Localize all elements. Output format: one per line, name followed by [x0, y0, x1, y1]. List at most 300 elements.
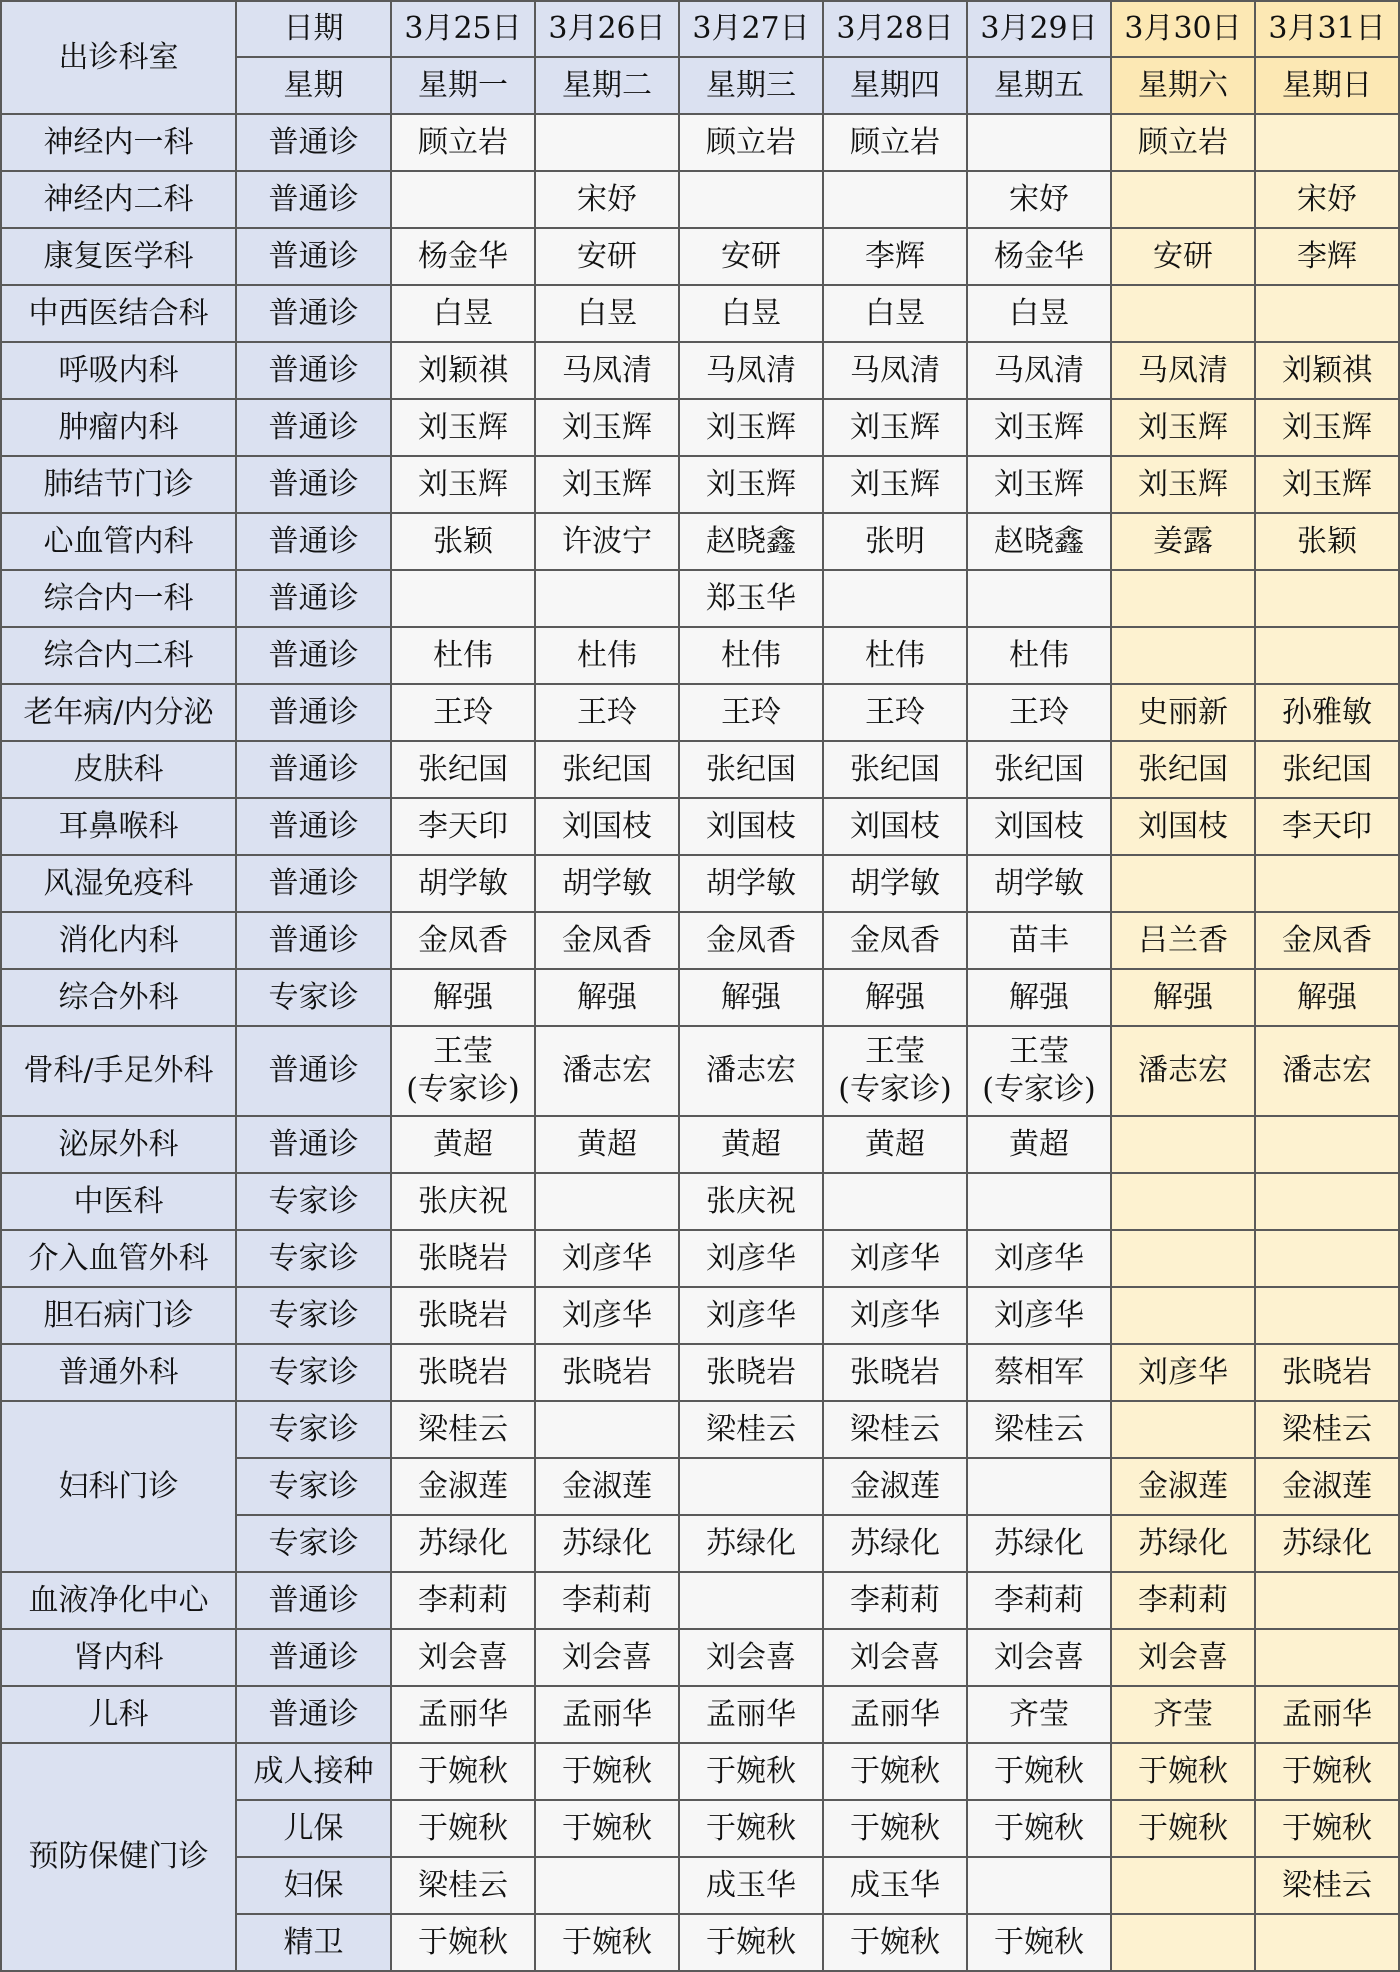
- doctor-cell: [391, 1026, 535, 1116]
- doctor-cell: [1255, 969, 1399, 1026]
- doctor-cell: [967, 1857, 1111, 1914]
- department-name: 肺结节门诊: [1, 456, 236, 513]
- doctor-cell: [967, 1173, 1111, 1230]
- doctor-name: 刘玉辉: [418, 409, 508, 445]
- doctor-name: 于婉秋: [994, 1924, 1084, 1960]
- department-name: 康复医学科: [1, 228, 236, 285]
- date-header: 3月25日: [391, 1, 535, 57]
- doctor-name: 于婉秋: [850, 1924, 940, 1960]
- doctor-cell: [391, 1401, 535, 1458]
- department-name: 妇科门诊: [1, 1401, 236, 1572]
- table-row: [1, 627, 1399, 684]
- doctor-cell: [535, 969, 679, 1026]
- doctor-name: 潘志宏: [562, 1053, 652, 1088]
- doctor-cell: [823, 1401, 967, 1458]
- doctor-cell: [823, 1914, 967, 1971]
- table-row: [1, 1401, 1399, 1458]
- doctor-name: 梁桂云: [994, 1411, 1084, 1447]
- doctor-name: 胡学敏: [994, 865, 1084, 901]
- doctor-cell: [679, 171, 823, 228]
- table-row: [1, 1230, 1399, 1287]
- doctor-cell: [535, 1401, 679, 1458]
- doctor-cell: [679, 1857, 823, 1914]
- doctor-name: 刘国枝: [1138, 808, 1228, 844]
- doctor-name: 白昱: [865, 295, 925, 331]
- doctor-cell: [679, 1026, 823, 1116]
- doctor-name: 孟丽华: [706, 1696, 796, 1732]
- table-row: [1, 969, 1399, 1026]
- clinic-type: 普通诊: [236, 114, 391, 171]
- doctor-name: 于婉秋: [562, 1753, 652, 1789]
- doctor-cell: [535, 114, 679, 171]
- doctor-cell: [535, 228, 679, 285]
- doctor-name: 安研: [721, 238, 781, 274]
- doctor-name: 苏绿化: [418, 1525, 508, 1561]
- doctor-name: 刘玉辉: [1138, 409, 1228, 445]
- doctor-name: 杜伟: [433, 637, 493, 673]
- doctor-name: 白昱: [433, 295, 493, 331]
- doctor-name: 顾立岩: [1138, 124, 1228, 160]
- doctor-name: 于婉秋: [994, 1810, 1084, 1846]
- doctor-name: 于婉秋: [706, 1924, 796, 1960]
- doctor-cell: [535, 1116, 679, 1173]
- doctor-name: 蔡相军: [994, 1354, 1084, 1390]
- doctor-name: 刘国枝: [706, 808, 796, 844]
- clinic-type: 专家诊: [236, 1287, 391, 1344]
- department-name: 综合内一科: [1, 570, 236, 627]
- doctor-cell: [391, 1515, 535, 1572]
- doctor-name: 杜伟: [577, 637, 637, 673]
- clinic-type: 专家诊: [236, 1173, 391, 1230]
- doctor-cell: [1111, 1572, 1255, 1629]
- doctor-name: 张晓岩: [850, 1354, 940, 1390]
- doctor-name: 齐莹: [1009, 1696, 1069, 1732]
- doctor-cell: [967, 969, 1111, 1026]
- doctor-cell: [823, 969, 967, 1026]
- clinic-type: 普通诊: [236, 1572, 391, 1629]
- doctor-cell: [823, 1344, 967, 1401]
- doctor-name: 李辉: [865, 238, 925, 274]
- doctor-name: 苗丰: [1009, 922, 1069, 958]
- doctor-cell: [679, 627, 823, 684]
- doctor-name: 于婉秋: [706, 1753, 796, 1789]
- doctor-cell: [967, 684, 1111, 741]
- doctor-cell: [1255, 228, 1399, 285]
- doctor-name: 张晓岩: [562, 1354, 652, 1390]
- doctor-name: 刘玉辉: [418, 466, 508, 502]
- doctor-name: 王莹: [865, 1034, 925, 1069]
- doctor-cell: [535, 1173, 679, 1230]
- table-row: [1, 228, 1399, 285]
- doctor-cell: [679, 1515, 823, 1572]
- doctor-name: 刘彦华: [850, 1240, 940, 1276]
- doctor-cell: [1111, 912, 1255, 969]
- clinic-type: 成人接种: [236, 1743, 391, 1800]
- table-row: [1, 171, 1399, 228]
- department-name: 介入血管外科: [1, 1230, 236, 1287]
- doctor-cell: [679, 1458, 823, 1515]
- doctor-cell: [1111, 1686, 1255, 1743]
- department-name: 综合内二科: [1, 627, 236, 684]
- doctor-cell: [1255, 1572, 1399, 1629]
- doctor-cell: [1111, 456, 1255, 513]
- department-name: 肾内科: [1, 1629, 236, 1686]
- doctor-cell: [967, 228, 1111, 285]
- doctor-name: 赵晓鑫: [706, 523, 796, 559]
- table-row: [1, 1026, 1399, 1116]
- doctor-cell: [535, 1572, 679, 1629]
- table-row: [1, 456, 1399, 513]
- doctor-name: 刘颖祺: [1282, 352, 1372, 388]
- doctor-cell: [967, 798, 1111, 855]
- table-row: [1, 570, 1399, 627]
- date-header: 3月31日: [1255, 1, 1399, 57]
- doctor-cell: [535, 1914, 679, 1971]
- doctor-name: 解强: [1009, 979, 1069, 1015]
- doctor-cell: [679, 1572, 823, 1629]
- table-row: [1, 1743, 1399, 1800]
- clinic-type: 普通诊: [236, 1629, 391, 1686]
- clinic-type: 普通诊: [236, 456, 391, 513]
- department-name: 普通外科: [1, 1344, 236, 1401]
- doctor-name: (专家诊): [982, 1072, 1096, 1107]
- doctor-name: 马凤清: [850, 352, 940, 388]
- doctor-name: 郑玉华: [706, 580, 796, 616]
- doctor-cell: [679, 342, 823, 399]
- doctor-cell: [391, 171, 535, 228]
- doctor-name: 刘玉辉: [994, 409, 1084, 445]
- doctor-name: 张颖: [433, 523, 493, 559]
- doctor-cell: [823, 1629, 967, 1686]
- doctor-name: 李辉: [1297, 238, 1357, 274]
- doctor-cell: [1255, 456, 1399, 513]
- week-label: 星期: [236, 57, 391, 114]
- doctor-cell: [391, 1458, 535, 1515]
- doctor-name: 于婉秋: [418, 1810, 508, 1846]
- doctor-name: 孟丽华: [562, 1696, 652, 1732]
- doctor-cell: [679, 114, 823, 171]
- doctor-cell: [535, 1458, 679, 1515]
- doctor-name: 宋妤: [1009, 181, 1069, 217]
- doctor-name: 白昱: [721, 295, 781, 331]
- doctor-cell: [391, 1800, 535, 1857]
- doctor-name: 金淑莲: [1282, 1468, 1372, 1504]
- doctor-cell: [1111, 1116, 1255, 1173]
- schedule-body: [1, 114, 1399, 1971]
- doctor-cell: [1255, 285, 1399, 342]
- doctor-name: 刘国枝: [850, 808, 940, 844]
- doctor-cell: [535, 399, 679, 456]
- doctor-name: 许波宁: [562, 523, 652, 559]
- doctor-name: 梁桂云: [1282, 1867, 1372, 1903]
- table-row: [1, 285, 1399, 342]
- doctor-cell: [535, 798, 679, 855]
- doctor-name: 王玲: [865, 694, 925, 730]
- doctor-cell: [823, 627, 967, 684]
- doctor-name: 解强: [1153, 979, 1213, 1015]
- doctor-cell: [1255, 114, 1399, 171]
- doctor-cell: [1111, 228, 1255, 285]
- doctor-cell: [823, 1026, 967, 1116]
- doctor-cell: [679, 1629, 823, 1686]
- doctor-cell: [967, 342, 1111, 399]
- doctor-name: 金凤香: [562, 922, 652, 958]
- doctor-name: 刘玉辉: [1282, 466, 1372, 502]
- clinic-type: 妇保: [236, 1857, 391, 1914]
- doctor-name: 黄超: [721, 1126, 781, 1162]
- doctor-cell: [1111, 1287, 1255, 1344]
- date-header: 3月30日: [1111, 1, 1255, 57]
- doctor-name: 金淑莲: [418, 1468, 508, 1504]
- doctor-cell: [391, 1173, 535, 1230]
- doctor-cell: [391, 855, 535, 912]
- doctor-name: 刘会喜: [994, 1639, 1084, 1675]
- date-header: 3月26日: [535, 1, 679, 57]
- doctor-cell: [1255, 741, 1399, 798]
- doctor-cell: [679, 228, 823, 285]
- doctor-name: 刘会喜: [418, 1639, 508, 1675]
- doctor-name: 张庆祝: [418, 1183, 508, 1219]
- doctor-cell: [1111, 1344, 1255, 1401]
- doctor-cell: [823, 1515, 967, 1572]
- doctor-cell: [823, 1230, 967, 1287]
- doctor-name: 刘玉辉: [994, 466, 1084, 502]
- doctor-name: 金淑莲: [850, 1468, 940, 1504]
- clinic-type: 普通诊: [236, 1686, 391, 1743]
- doctor-cell: [1255, 1344, 1399, 1401]
- doctor-name: 刘会喜: [850, 1639, 940, 1675]
- clinic-type: 普通诊: [236, 798, 391, 855]
- doctor-cell: [1255, 1230, 1399, 1287]
- department-name: 风湿免疫科: [1, 855, 236, 912]
- doctor-cell: [1111, 1515, 1255, 1572]
- doctor-name: 苏绿化: [1282, 1525, 1372, 1561]
- clinic-type: 儿保: [236, 1800, 391, 1857]
- department-name: 儿科: [1, 1686, 236, 1743]
- doctor-cell: [1111, 114, 1255, 171]
- doctor-cell: [823, 114, 967, 171]
- doctor-name: 潘志宏: [706, 1053, 796, 1088]
- doctor-cell: [823, 570, 967, 627]
- doctor-cell: [535, 627, 679, 684]
- doctor-name: 史丽新: [1138, 694, 1228, 730]
- doctor-name: 金凤香: [1282, 922, 1372, 958]
- doctor-name: 张晓岩: [418, 1297, 508, 1333]
- weekday-header: 星期一: [391, 57, 535, 114]
- doctor-cell: [823, 1743, 967, 1800]
- table-row: [1, 114, 1399, 171]
- doctor-cell: [679, 798, 823, 855]
- doctor-cell: [679, 855, 823, 912]
- doctor-name: 刘彦华: [706, 1240, 796, 1276]
- table-row: [1, 1173, 1399, 1230]
- doctor-cell: [967, 1743, 1111, 1800]
- doctor-name: 胡学敏: [562, 865, 652, 901]
- clinic-type: 普通诊: [236, 399, 391, 456]
- doctor-cell: [1255, 1173, 1399, 1230]
- doctor-cell: [679, 1173, 823, 1230]
- doctor-cell: [1111, 798, 1255, 855]
- doctor-cell: [967, 1515, 1111, 1572]
- doctor-cell: [1255, 1458, 1399, 1515]
- doctor-cell: [535, 171, 679, 228]
- doctor-cell: [967, 114, 1111, 171]
- department-name: 骨科/手足外科: [1, 1026, 236, 1116]
- doctor-name: 李莉莉: [850, 1582, 940, 1618]
- doctor-name: 金凤香: [418, 922, 508, 958]
- doctor-name: 刘会喜: [562, 1639, 652, 1675]
- weekday-header: 星期四: [823, 57, 967, 114]
- department-name: 中西医结合科: [1, 285, 236, 342]
- department-name: 胆石病门诊: [1, 1287, 236, 1344]
- doctor-cell: [679, 456, 823, 513]
- doctor-cell: [823, 399, 967, 456]
- date-header-row: [1, 1, 1399, 57]
- department-name: 预防保健门诊: [1, 1743, 236, 1971]
- doctor-name: 解强: [433, 979, 493, 1015]
- doctor-cell: [1255, 1401, 1399, 1458]
- doctor-name: 白昱: [577, 295, 637, 331]
- doctor-cell: [535, 1344, 679, 1401]
- doctor-name: 刘玉辉: [1282, 409, 1372, 445]
- doctor-name: 刘玉辉: [850, 466, 940, 502]
- table-row: [1, 1287, 1399, 1344]
- doctor-cell: [823, 912, 967, 969]
- doctor-cell: [679, 513, 823, 570]
- doctor-cell: [535, 1230, 679, 1287]
- doctor-cell: [967, 1230, 1111, 1287]
- doctor-name: 张纪国: [562, 751, 652, 787]
- doctor-name: 金凤香: [706, 922, 796, 958]
- department-name: 神经内一科: [1, 114, 236, 171]
- doctor-cell: [967, 1572, 1111, 1629]
- doctor-name: 杨金华: [418, 238, 508, 274]
- doctor-name: 杨金华: [994, 238, 1084, 274]
- doctor-name: 刘玉辉: [706, 409, 796, 445]
- department-name: 呼吸内科: [1, 342, 236, 399]
- doctor-name: 张晓岩: [706, 1354, 796, 1390]
- clinic-type: 普通诊: [236, 513, 391, 570]
- doctor-cell: [1111, 1458, 1255, 1515]
- doctor-cell: [967, 741, 1111, 798]
- doctor-cell: [1111, 342, 1255, 399]
- doctor-cell: [679, 1401, 823, 1458]
- doctor-name: 顾立岩: [418, 124, 508, 160]
- clinic-type: 专家诊: [236, 1230, 391, 1287]
- doctor-cell: [679, 1686, 823, 1743]
- doctor-name: 解强: [721, 979, 781, 1015]
- date-header: 3月27日: [679, 1, 823, 57]
- doctor-cell: [391, 1857, 535, 1914]
- table-row: [1, 342, 1399, 399]
- clinic-type: 专家诊: [236, 1344, 391, 1401]
- doctor-cell: [967, 1458, 1111, 1515]
- doctor-name: 成玉华: [850, 1867, 940, 1903]
- doctor-cell: [1111, 399, 1255, 456]
- doctor-cell: [391, 1572, 535, 1629]
- doctor-cell: [823, 1458, 967, 1515]
- doctor-cell: [967, 1026, 1111, 1116]
- doctor-name: 解强: [865, 979, 925, 1015]
- doctor-cell: [823, 342, 967, 399]
- doctor-cell: [1255, 513, 1399, 570]
- doctor-name: 于婉秋: [850, 1810, 940, 1846]
- doctor-cell: [967, 456, 1111, 513]
- clinic-type: 普通诊: [236, 171, 391, 228]
- doctor-name: 顾立岩: [850, 124, 940, 160]
- doctor-cell: [535, 741, 679, 798]
- doctor-name: 马凤清: [706, 352, 796, 388]
- doctor-cell: [967, 1344, 1111, 1401]
- doctor-cell: [823, 1287, 967, 1344]
- department-name: 皮肤科: [1, 741, 236, 798]
- doctor-cell: [1255, 1287, 1399, 1344]
- doctor-name: 解强: [1297, 979, 1357, 1015]
- doctor-name: 于婉秋: [418, 1924, 508, 1960]
- doctor-cell: [967, 1287, 1111, 1344]
- doctor-cell: [391, 570, 535, 627]
- doctor-cell: [823, 1572, 967, 1629]
- doctor-cell: [1255, 1743, 1399, 1800]
- doctor-cell: [679, 969, 823, 1026]
- doctor-name: 李天印: [418, 808, 508, 844]
- clinic-type: 专家诊: [236, 1401, 391, 1458]
- weekday-header: 星期二: [535, 57, 679, 114]
- doctor-name: 潘志宏: [1138, 1053, 1228, 1088]
- doctor-name: 刘彦华: [994, 1297, 1084, 1333]
- doctor-cell: [391, 1686, 535, 1743]
- doctor-cell: [823, 171, 967, 228]
- doctor-name: 王玲: [721, 694, 781, 730]
- doctor-name: 胡学敏: [850, 865, 940, 901]
- department-name: 神经内二科: [1, 171, 236, 228]
- table-row: [1, 684, 1399, 741]
- doctor-cell: [1111, 969, 1255, 1026]
- doctor-cell: [967, 1800, 1111, 1857]
- department-name: 肿瘤内科: [1, 399, 236, 456]
- doctor-cell: [1255, 855, 1399, 912]
- doctor-name: 刘颖祺: [418, 352, 508, 388]
- doctor-cell: [679, 1344, 823, 1401]
- doctor-name: 李莉莉: [562, 1582, 652, 1618]
- doctor-name: 金淑莲: [1138, 1468, 1228, 1504]
- doctor-cell: [535, 1026, 679, 1116]
- table-row: [1, 912, 1399, 969]
- doctor-cell: [1255, 1026, 1399, 1116]
- doctor-name: 孟丽华: [850, 1696, 940, 1732]
- doctor-cell: [1111, 1026, 1255, 1116]
- doctor-name: 刘玉辉: [562, 409, 652, 445]
- doctor-cell: [967, 1686, 1111, 1743]
- doctor-name: 黄超: [577, 1126, 637, 1162]
- weekday-header: 星期六: [1111, 57, 1255, 114]
- doctor-name: 成玉华: [706, 1867, 796, 1903]
- doctor-name: 白昱: [1009, 295, 1069, 331]
- doctor-name: 张纪国: [1282, 751, 1372, 787]
- doctor-cell: [391, 1914, 535, 1971]
- clinic-type: 普通诊: [236, 285, 391, 342]
- doctor-cell: [391, 285, 535, 342]
- doctor-cell: [535, 1515, 679, 1572]
- doctor-cell: [391, 798, 535, 855]
- clinic-type: 普通诊: [236, 570, 391, 627]
- table-row: [1, 855, 1399, 912]
- doctor-cell: [1111, 1914, 1255, 1971]
- doctor-cell: [391, 1116, 535, 1173]
- doctor-cell: [1255, 1800, 1399, 1857]
- doctor-name: 刘国枝: [562, 808, 652, 844]
- doctor-cell: [535, 570, 679, 627]
